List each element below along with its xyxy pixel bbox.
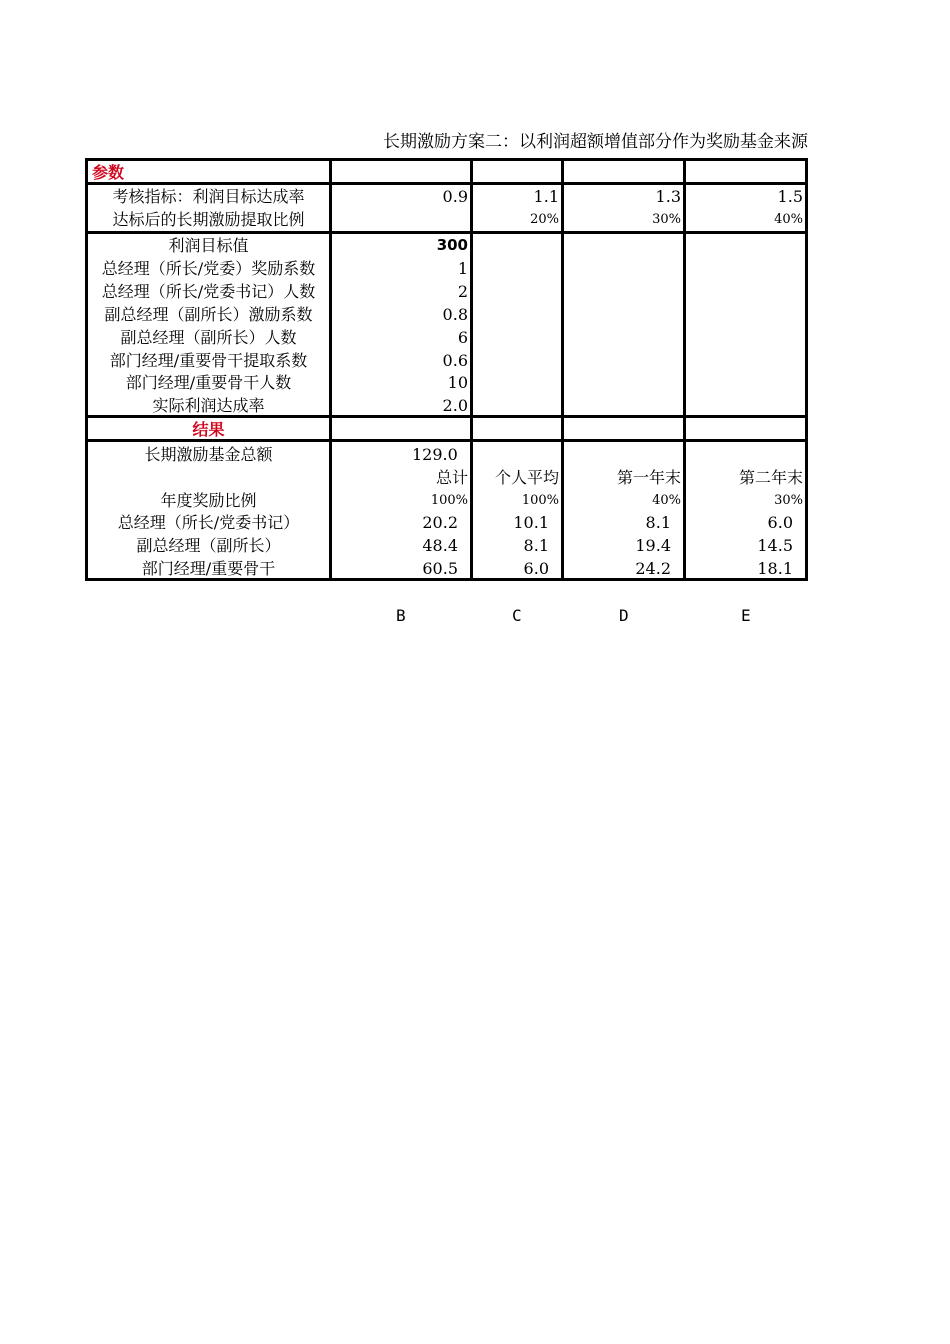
grid-line [805,158,808,581]
result-value: 6.0 [767,513,793,532]
ratio-value: 30% [774,493,803,508]
result-header-total: 总计 [435,468,468,487]
result-value: 20.2 [422,513,458,532]
result-value: 10.1 [513,513,549,532]
param-label: 总经理（所长/党委）奖励系数 [101,259,316,278]
column-letter-d: D [619,606,629,625]
params-section-header: 参数 [92,163,125,182]
param-value: 300 [436,236,468,254]
param-value: 2 [457,282,468,301]
result-value: 6.0 [523,559,549,578]
extract-value-e: 40% [774,212,803,227]
param-value: 10 [447,373,468,392]
result-label: 部门经理/重要骨干 [141,559,276,578]
param-value: 0.6 [442,351,468,370]
ratio-label: 年度奖励比例 [160,491,257,510]
param-value: 0.8 [442,305,468,324]
param-value: 6 [457,328,468,347]
result-value: 48.4 [422,536,458,555]
param-label: 部门经理/重要骨干人数 [125,373,292,392]
column-letter-e: E [741,606,751,625]
extract-value-d: 30% [652,212,681,227]
ratio-value: 40% [652,493,681,508]
result-value: 18.1 [757,559,793,578]
kpi-value-d: 1.3 [655,187,681,206]
kpi-value-b: 0.9 [442,187,468,206]
column-letter-c: C [512,606,522,625]
result-value: 24.2 [635,559,671,578]
result-label: 总经理（所长/党委书记） [117,513,300,532]
result-header-year2: 第二年末 [738,468,803,487]
results-section-header: 结果 [192,420,225,439]
param-label: 副总经理（副所长）激励系数 [104,305,313,324]
ratio-value: 100% [430,493,468,508]
param-label: 实际利润达成率 [152,396,265,415]
param-label: 副总经理（副所长）人数 [120,328,297,347]
result-value: 60.5 [422,559,458,578]
kpi-value-c: 1.1 [533,187,559,206]
kpi-label: 考核指标：利润目标达成率 [112,187,305,206]
extract-value-c: 20% [530,212,559,227]
extract-label: 达标后的长期激励提取比例 [112,210,305,229]
kpi-value-e: 1.5 [777,187,803,206]
ratio-value: 100% [521,493,559,508]
result-value: 8.1 [645,513,671,532]
result-header-average: 个人平均 [494,468,559,487]
result-label: 副总经理（副所长） [136,536,281,555]
param-value: 2.0 [442,396,468,415]
column-letter-b: B [396,606,406,625]
fund-total-label: 长期激励基金总额 [144,445,273,464]
param-label: 总经理（所长/党委书记）人数 [101,282,316,301]
param-label: 利润目标值 [168,236,249,255]
result-value: 14.5 [757,536,793,555]
result-value: 8.1 [523,536,549,555]
result-value: 19.4 [635,536,671,555]
sheet-title: 长期激励方案二：以利润超额增值部分作为奖励基金来源 [383,132,808,152]
param-label: 部门经理/重要骨干提取系数 [109,351,308,370]
result-header-year1: 第一年末 [616,468,681,487]
fund-total-value: 129.0 [412,445,458,464]
param-value: 1 [457,259,468,278]
